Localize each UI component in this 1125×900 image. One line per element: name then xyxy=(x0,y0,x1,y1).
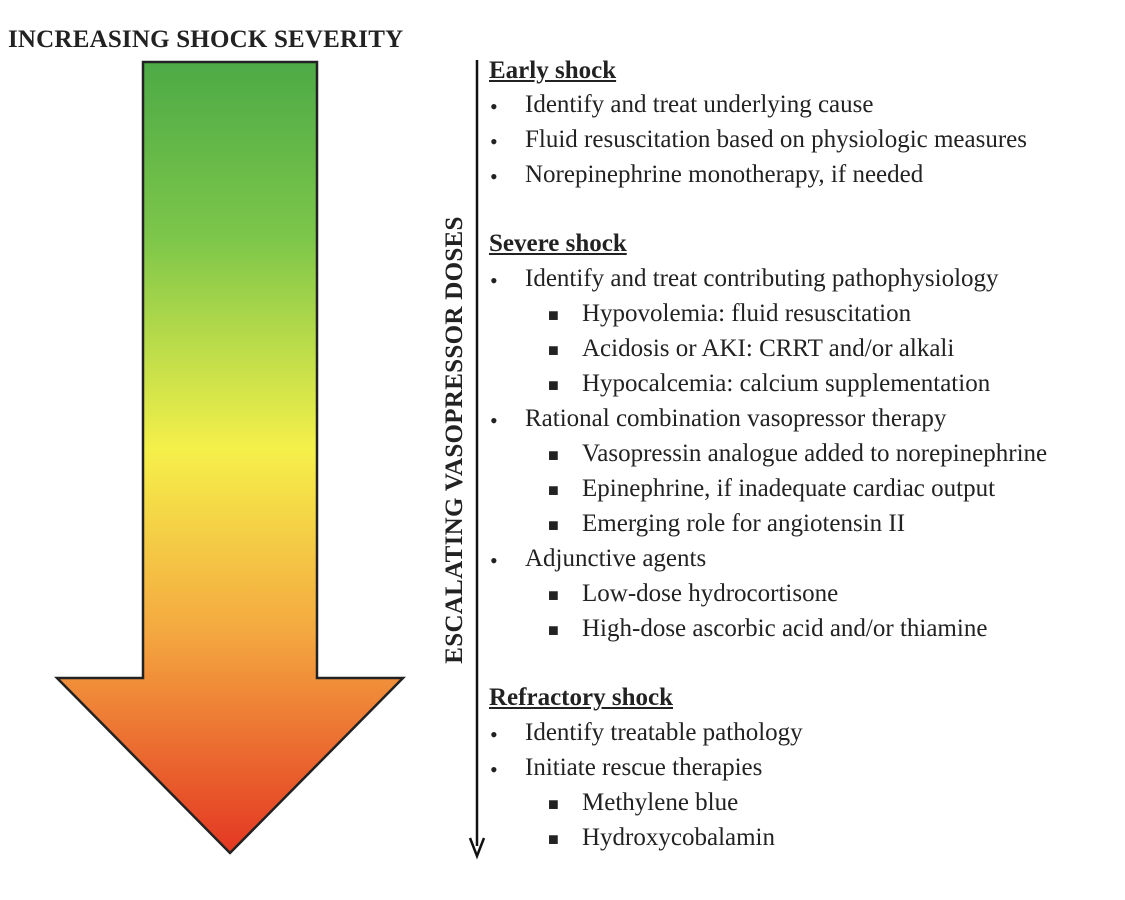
sub-list-item: Vasopressin analogue added to norepinephrine xyxy=(582,440,1048,467)
sub-list-item: High-dose ascorbic acid and/or thiamine xyxy=(582,615,988,642)
list-item: Identify and treat underlying cause xyxy=(525,91,874,118)
sub-list-item: Hypocalcemia: calcium supplementation xyxy=(582,370,991,397)
bullet-square: ■ xyxy=(548,375,559,395)
bullet-dot: • xyxy=(490,757,498,782)
bullet-square: ■ xyxy=(548,445,559,465)
bullet-square: ■ xyxy=(548,305,559,325)
bullet-dot: • xyxy=(490,129,498,154)
sub-list-item: Epinephrine, if inadequate cardiac output xyxy=(582,475,996,502)
list-item: Adjunctive agents xyxy=(525,545,707,572)
section-title-early-shock: Early shock xyxy=(489,57,617,84)
bullet-dot: • xyxy=(490,548,498,573)
severity-down-arrow xyxy=(57,62,403,853)
bullet-square: ■ xyxy=(548,794,559,814)
sub-list-item: Methylene blue xyxy=(582,789,739,816)
bullet-square: ■ xyxy=(548,585,559,605)
bullet-square: ■ xyxy=(548,340,559,360)
bullet-dot: • xyxy=(490,722,498,747)
sub-list-item: Acidosis or AKI: CRRT and/or alkali xyxy=(582,335,955,362)
bullet-square: ■ xyxy=(548,480,559,500)
list-item: Initiate rescue therapies xyxy=(525,754,763,781)
bullet-dot: • xyxy=(490,164,498,189)
bullet-dot: • xyxy=(490,408,498,433)
list-item: Fluid resuscitation based on physiologic measures xyxy=(525,126,1028,153)
sub-list-item: Low-dose hydrocortisone xyxy=(582,580,839,607)
bullet-square: ■ xyxy=(548,829,559,849)
management-text-column xyxy=(487,0,1122,900)
list-item: Rational combination vasopressor therapy xyxy=(525,405,947,432)
section-title-severe-shock: Severe shock xyxy=(489,230,627,257)
list-item: Identify treatable pathology xyxy=(525,719,803,746)
bullet-square: ■ xyxy=(548,515,559,535)
list-item: Norepinephrine monotherapy, if needed xyxy=(525,161,924,188)
sub-list-item: Emerging role for angiotensin II xyxy=(582,510,906,537)
escalating-vasopressor-label: ESCALATING VASOPRESSOR DOSES xyxy=(441,216,468,664)
bullet-dot: • xyxy=(490,268,498,293)
bullet-dot: • xyxy=(490,94,498,119)
severity-title: INCREASING SHOCK SEVERITY xyxy=(8,26,404,53)
sub-list-item: Hydroxycobalamin xyxy=(582,824,776,851)
list-item: Identify and treat contributing pathophysiology xyxy=(525,265,999,292)
section-title-refractory-shock: Refractory shock xyxy=(489,684,673,711)
bullet-square: ■ xyxy=(548,620,559,640)
sub-list-item: Hypovolemia: fluid resuscitation xyxy=(582,300,912,327)
